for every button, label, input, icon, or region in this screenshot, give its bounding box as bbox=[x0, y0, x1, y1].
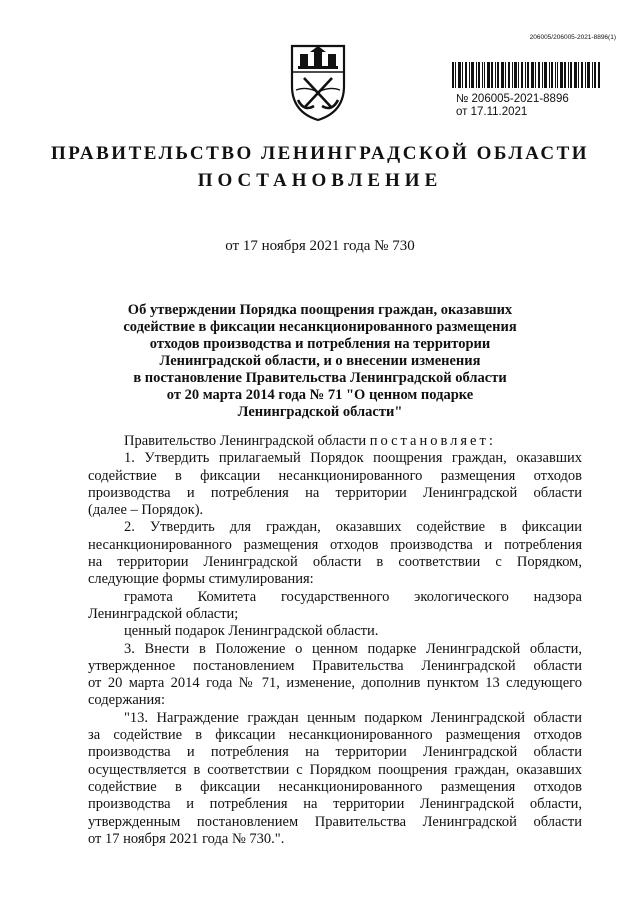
intro-decree-word: постановляет: bbox=[369, 433, 496, 449]
body-line: несанкционированного размещения отходов производства и потребления bbox=[88, 536, 582, 553]
body-line: "13. Награждение граждан ценным подарком Ленинградской области bbox=[124, 709, 582, 726]
intro-prefix: Правительство Ленинградской области bbox=[124, 433, 370, 449]
body-line: утвержденным постановлением Правительства Ленинградской области bbox=[88, 813, 582, 830]
body-intro bbox=[88, 433, 582, 450]
document-type: ПОСТАНОВЛЕНИЕ bbox=[197, 170, 443, 191]
body-line: производства и потребления на территории Ленинградской области bbox=[88, 484, 582, 501]
body-line: производства и потребления на территории Ленинградской области bbox=[88, 744, 582, 761]
body-line: грамота Комитета государственного экологического надзора bbox=[124, 588, 582, 605]
title-line: в постановление Правительства Ленинградской области bbox=[133, 370, 507, 386]
body-line: за содействие в фиксации несанкционированного размещения отходов bbox=[88, 727, 582, 744]
body-line: 1. Утвердить прилагаемый Порядок поощрения граждан, оказавших bbox=[124, 450, 582, 467]
resolution-date-number: от 17 ноября 2021 года № 730 bbox=[225, 238, 415, 254]
body-line: 3. Внести в Положение о ценном подарке Ленинградской области, bbox=[124, 640, 582, 657]
resolution-body bbox=[88, 433, 582, 848]
registration-date: от 17.11.2021 bbox=[456, 106, 528, 118]
body-line: производства и потребления на территории Ленинградской области, bbox=[88, 796, 582, 813]
body-line: 2. Утвердить для граждан, оказавших содействие в фиксации bbox=[124, 519, 582, 536]
body-line: от 20 марта 2014 года № 71, изменение, дополнив пунктом 13 следующего bbox=[88, 675, 582, 692]
body-line: (далее – Порядок). bbox=[88, 502, 204, 519]
title-line: Ленинградской области, и о внесении изменения bbox=[159, 353, 481, 369]
body-line: на территории Ленинградской области в соответствии с Порядком, bbox=[88, 554, 582, 571]
body-line: утвержденное постановлением Правительства Ленинградской области bbox=[88, 657, 582, 674]
body-line: осуществляется в соответствии с Порядком поощрения граждан, оказавших bbox=[88, 761, 582, 778]
title-line: Об утверждении Порядка поощрения граждан, оказавших bbox=[127, 302, 513, 318]
title-line: от 20 марта 2014 года № 71 "О ценном подарке bbox=[166, 387, 474, 403]
registration-number: № 206005-2021-8896 bbox=[456, 93, 569, 105]
body-line: ценный подарок Ленинградской области. bbox=[124, 623, 379, 640]
body-line: от 17 ноября 2021 года № 730.". bbox=[88, 830, 285, 847]
organization-name: ПРАВИТЕЛЬСТВО ЛЕНИНГРАДСКОЙ ОБЛАСТИ bbox=[50, 143, 590, 164]
barcode-icon bbox=[452, 62, 600, 88]
title-line: отходов производства и потребления на территории bbox=[149, 336, 491, 352]
body-line: содействие в фиксации несанкционированного размещения отходов bbox=[88, 778, 582, 795]
coat-of-arms-icon bbox=[286, 42, 350, 122]
body-line: Ленинградской области; bbox=[88, 605, 239, 622]
document-code: 206005/206005-2021-8896(1) bbox=[529, 34, 616, 41]
body-line: содействие в фиксации несанкционированного размещения отходов bbox=[88, 467, 582, 484]
body-line: содержания: bbox=[88, 692, 166, 709]
resolution-title bbox=[100, 302, 540, 421]
title-line: Ленинградской области" bbox=[237, 404, 403, 420]
title-line: содействие в фиксации несанкционированного размещения bbox=[123, 319, 517, 335]
body-line: следующие формы стимулирования: bbox=[88, 571, 314, 588]
